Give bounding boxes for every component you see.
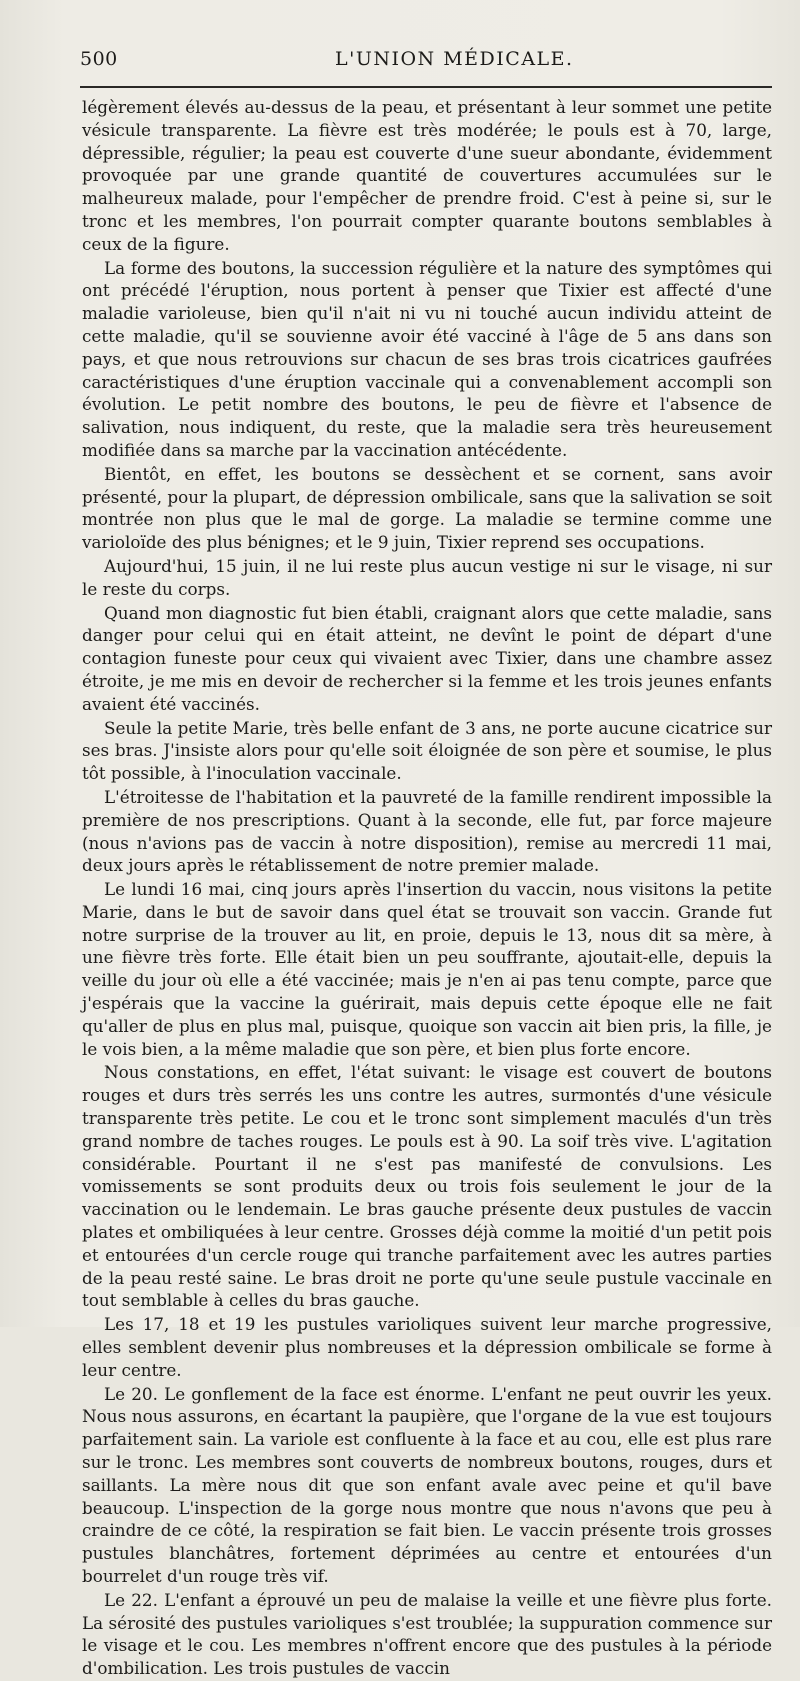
body-text — [82, 96, 772, 1681]
paragraph: L'étroitesse de l'habitation et la pauvreté de la famille rendirent impossible la première de nos prescriptions. Quant à la seconde, elle fut, par force majeure (nous n'avions pas de vaccin à notre disposition), remise au mercredi 11 mai, deux jours après le rétablissement de notre premier malade. — [82, 786, 772, 876]
paragraph: La forme des boutons, la succession régulière et la nature des symptômes qui ont précédé l'éruption, nous portent à penser que Tixier est affecté d'une maladie varioleuse, bien qu'il n'ait ni vu ni touché aucun individu atteint de cette maladie, qu'il se souvienne avoir été vacciné à l'âge de 5 ans dans son pays, et que nous retrouvions sur chacun de ses bras trois cicatrices gaufrées caractéristiques d'une éruption vaccinale qui a convenablement accompli son évolution. Le petit nombre des boutons, le peu de fièvre et l'absence de salivation, nous indiquent, du reste, que la maladie sera très heureusement modifiée dans sa marche par la vaccination antécédente. — [82, 257, 772, 460]
paragraph: Aujourd'hui, 15 juin, il ne lui reste plus aucun vestige ni sur le visage, ni sur le reste du corps. — [82, 555, 772, 599]
page-number: 500 — [80, 48, 118, 70]
paragraph: légèrement élevés au-dessus de la peau, et présentant à leur sommet une petite vésicule transparente. La fièvre est très modérée; le pouls est à 70, large, dépressible, régulier; la peau est couverte d'une sueur abondante, évidemment provoquée par une grande quantité de couvertures accumulées sur le malheureux malade, pour l'empêcher de prendre froid. C'est à peine si, sur le tronc et les membres, l'on pourrait compter quarante boutons semblables à ceux de la figure. — [82, 97, 772, 254]
running-title: L'UNION MÉDICALE. — [335, 48, 574, 70]
paragraph: Nous constations, en effet, l'état suivant: le visage est couvert de boutons rouges et durs très serrés les uns contre les autres, surmontés d'une vésicule transparente très petite. Le cou et le tronc sont simplement maculés d'un très grand nombre de taches rouges. Le pouls est à 90. La soif très vive. L'agitation considérable. Pourtant il ne s'est pas manifesté de convulsions. Les vomissements se sont produits deux ou trois fois seulement le jour de la vaccination ou le lendemain. Le bras gauche présente deux pustules de vaccin plates et ombiliquées à leur centre. Grosses déjà comme la moitié d'un petit pois et entourées d'un cercle rouge qui tranche parfaitement avec les autres parties de la peau resté saine. Le bras droit ne porte qu'une seule pustule vaccinale en tout semblable à celles du bras gauche. — [82, 1062, 772, 1311]
paragraph: Quand mon diagnostic fut bien établi, craignant alors que cette maladie, sans danger pour celui qui en était atteint, ne devînt le point de départ d'une contagion funeste pour ceux qui vivaient avec Tixier, dans une chambre assez étroite, je me mis en devoir de rechercher si la femme et les trois jeunes enfants avaient été vaccinés. — [82, 602, 772, 714]
paragraph: Seule la petite Marie, très belle enfant de 3 ans, ne porte aucune cicatrice sur ses bras. J'insiste alors pour qu'elle soit éloignée de son père et soumise, le plus tôt possible, à l'inoculation vaccinale. — [82, 717, 772, 784]
paragraph: Le lundi 16 mai, cinq jours après l'insertion du vaccin, nous visitons la petite Marie, dans le but de savoir dans quel état se trouvait son vaccin. Grande fut notre surprise de la trouver au lit, en proie, depuis le 13, nous dit sa mère, à une fièvre très forte. Elle était bien un peu souffrante, ajoutait-elle, depuis la veille du jour où elle a été vaccinée; mais je n'en ai pas tenu compte, parce que j'espérais que la vaccine la guérirait, mais depuis cette époque elle ne fait qu'aller de plus en plus mal, puisque, quoique son vaccin ait bien pris, la fille, je le vois bien, a la même maladie que son père, et bien plus forte encore. — [82, 879, 772, 1059]
paragraph: Le 20. Le gonflement de la face est énorme. L'enfant ne peut ouvrir les yeux. Nous nous assurons, en écartant la paupière, que l'organe de la vue est toujours parfaitement sain. La variole est confluente à la face et au cou, elle est plus rare sur le tronc. Les membres sont couverts de nombreux boutons, rouges, durs et saillants. La mère nous dit que son enfant avale avec peine et qu'il bave beaucoup. L'inspection de la gorge nous montre que nous n'avons que peu à craindre de ce côté, la respiration se fait bien. Le vaccin présente trois grosses pustules blanchâtres, fortement déprimées au centre et entourées d'un bourrelet d'un rouge très vif. — [82, 1383, 772, 1586]
paragraph: Bientôt, en effet, les boutons se dessèchent et se cornent, sans avoir présenté, pour la plupart, de dépression ombilicale, sans que la salivation se soit montrée non plus que le mal de gorge. La maladie se termine comme une varioloïde des plus bénignes; et le 9 juin, Tixier reprend ses occupations. — [82, 463, 772, 553]
paragraph: Les 17, 18 et 19 les pustules varioliques suivent leur marche progressive, elles semblent devenir plus nombreuses et la dépression ombilicale se forme à leur centre. — [82, 1314, 772, 1380]
paragraph: Le 22. L'enfant a éprouvé un peu de malaise la veille et une fièvre plus forte. La sérosité des pustules varioliques s'est troublée; la suppuration commence sur le visage et le cou. Les membres n'offrent encore que des pustules à la période d'ombilication. Les trois pustules de vaccin — [82, 1589, 772, 1679]
header-rule — [80, 86, 772, 88]
page-header — [80, 48, 770, 76]
